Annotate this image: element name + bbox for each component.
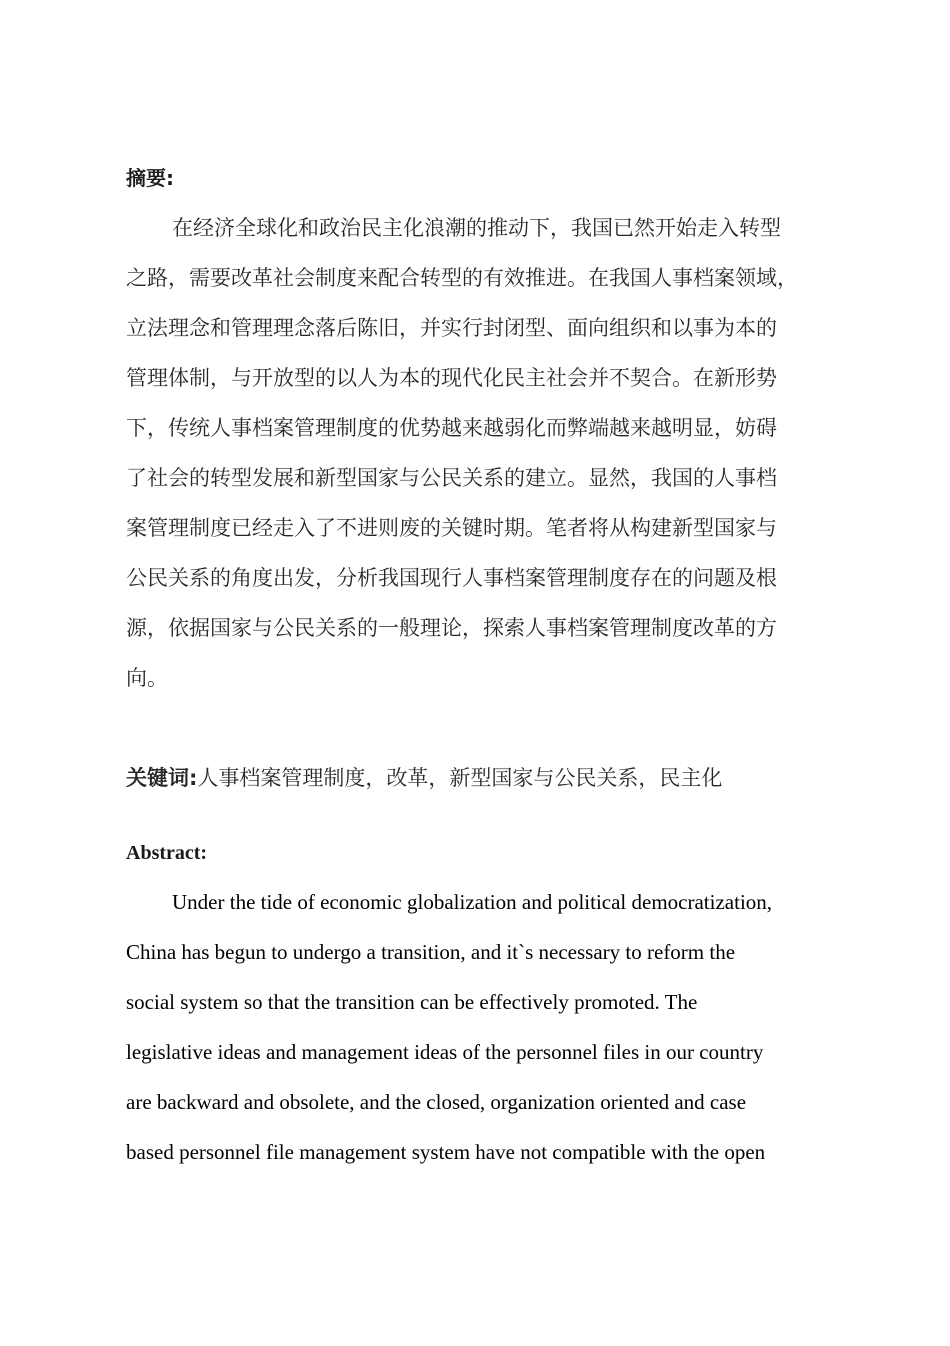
abstract-en-line: Under the tide of economic globalization and political democratization, bbox=[172, 890, 773, 914]
abstract-en-heading: Abstract: bbox=[126, 842, 208, 864]
abstract-en-line: based personnel file management system have not compatible with the open bbox=[126, 1140, 766, 1164]
abstract-cn-line: 了社会的转型发展和新型国家与公民关系的建立。显然，我国的人事档 bbox=[126, 466, 777, 490]
abstract-en-line: are backward and obsolete, and the closed, organization oriented and case bbox=[126, 1090, 747, 1114]
keywords-line bbox=[126, 764, 722, 792]
abstract-cn-heading: 摘要: bbox=[126, 166, 174, 190]
abstract-cn-line: 向。 bbox=[126, 666, 168, 690]
keywords-label: 关键词: bbox=[126, 766, 198, 790]
abstract-cn-line: 之路，需要改革社会制度来配合转型的有效推进。在我国人事档案领域， bbox=[126, 266, 798, 290]
abstract-cn-line: 案管理制度已经走入了不进则废的关键时期。笔者将从构建新型国家与 bbox=[126, 516, 777, 540]
keywords-text: 人事档案管理制度，改革，新型国家与公民关系，民主化 bbox=[197, 766, 723, 790]
abstract-cn-line: 源，依据国家与公民关系的一般理论，探索人事档案管理制度改革的方 bbox=[126, 616, 777, 640]
abstract-en-line: social system so that the transition can be effectively promoted. The bbox=[126, 990, 698, 1014]
abstract-cn-line: 公民关系的角度出发，分析我国现行人事档案管理制度存在的问题及根 bbox=[126, 566, 777, 590]
abstract-en-line: legislative ideas and management ideas of the personnel files in our country bbox=[126, 1040, 764, 1064]
abstract-en-line: China has begun to undergo a transition, and it`s necessary to reform the bbox=[126, 940, 736, 964]
abstract-cn-line: 管理体制，与开放型的以人为本的现代化民主社会并不契合。在新形势 bbox=[126, 366, 777, 390]
abstract-cn-line: 在经济全球化和政治民主化浪潮的推动下，我国已然开始走入转型 bbox=[172, 216, 781, 240]
abstract-cn-line: 下，传统人事档案管理制度的优势越来越弱化而弊端越来越明显，妨碍 bbox=[126, 416, 777, 440]
abstract-cn-line: 立法理念和管理理念落后陈旧，并实行封闭型、面向组织和以事为本的 bbox=[126, 316, 777, 340]
